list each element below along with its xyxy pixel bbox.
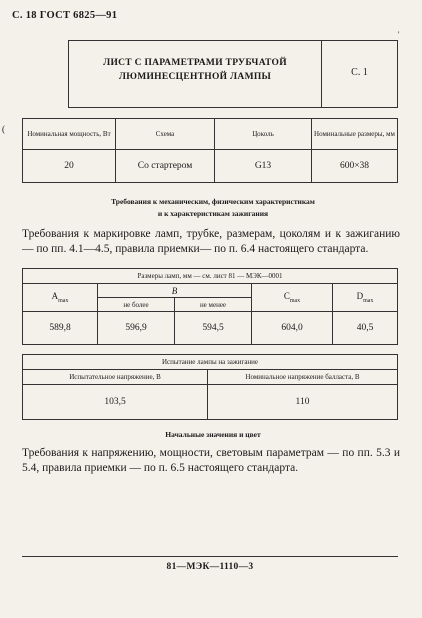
table-cell: 20 [23, 150, 116, 183]
title-box [68, 40, 398, 108]
column-a-label: A [51, 291, 59, 302]
requirements-heading-line2: и к характеристикам зажигания [157, 209, 269, 218]
table-header-cell: Испытательное напряжение, В [23, 370, 208, 385]
table-header-row [23, 119, 398, 150]
sheet-page-number: С. 1 [351, 67, 368, 78]
footer-code: 81—МЭК—1110—3 [166, 562, 254, 572]
table-cell: G13 [215, 150, 312, 183]
side-mark: ( [2, 124, 5, 134]
requirements-heading-line1: Требования к механическим, физическим характеристикам [111, 197, 315, 206]
corner-mark: ' [398, 30, 400, 39]
column-b2-header: не менее [175, 298, 252, 312]
column-a-header [23, 284, 98, 312]
column-a-sub: max [58, 297, 69, 304]
table-header-cell: Цоколь [215, 119, 312, 150]
table-cell: 589,8 [23, 312, 98, 345]
initial-values-paragraph: Требования к напряжению, мощности, световым параметрам — по пп. 5.3 и 5.4, правила приемки — по п. 6.5 настоящего стандарта. [22, 447, 400, 474]
table-cell: Со стартером [116, 150, 215, 183]
page-header: С. 18 ГОСТ 6825—91 [12, 10, 118, 21]
table-cell: 600×38 [312, 150, 398, 183]
ignition-test-table [22, 354, 398, 420]
table-cell: 110 [208, 385, 398, 420]
table-header-cell: Схема [116, 119, 215, 150]
column-c-header [252, 284, 333, 312]
sheet-title [69, 56, 321, 84]
table-cell: 103,5 [23, 385, 208, 420]
table-header-cell: Номинальное напряжение балласта, В [208, 370, 398, 385]
table-caption-row [23, 269, 398, 284]
column-d-sub: max [363, 297, 374, 304]
table-cell: 40,5 [333, 312, 398, 345]
table-caption: Размеры ламп, мм — см. лист 81 — МЭК—0001 [23, 269, 398, 284]
lamp-dimensions-table [22, 268, 398, 345]
column-c-label: C [283, 291, 290, 302]
sheet-title-line1: ЛИСТ С ПАРАМЕТРАМИ ТРУБЧАТОЙ [103, 58, 287, 68]
column-b1-header: не более [98, 298, 175, 312]
column-d-label: D [356, 291, 364, 302]
footer-divider [22, 556, 398, 557]
table-header-row [23, 284, 398, 298]
table-cell: 594,5 [175, 312, 252, 345]
table-cell: 596,9 [98, 312, 175, 345]
lamp-parameters-table [22, 118, 398, 183]
table-caption: Испытание лампы на зажигание [23, 355, 398, 370]
table-row [23, 312, 398, 345]
column-b-header: B [98, 284, 252, 298]
table-caption-row [23, 355, 398, 370]
table-cell: 604,0 [252, 312, 333, 345]
table-header-row [23, 370, 398, 385]
column-c-sub: max [289, 297, 301, 304]
table-header-cell: Номинальные размеры, мм [312, 119, 398, 150]
requirements-heading [40, 196, 386, 220]
requirements-paragraph: Требования к маркировке ламп, трубке, размерам, цоколям и к зажиганию — по пп. 4.1—4.5, правила приемки— по п. 6.4 настоящего стандарта. [22, 228, 400, 255]
table-row [23, 150, 398, 183]
table-header-cell: Номинальная мощность, Вт [23, 119, 116, 150]
sheet-title-line2: ЛЮМИНЕСЦЕНТНОЙ ЛАМПЫ [118, 72, 272, 82]
table-row [23, 385, 398, 420]
column-d-header [333, 284, 398, 312]
initial-values-heading: Начальные значения и цвет [165, 430, 261, 439]
